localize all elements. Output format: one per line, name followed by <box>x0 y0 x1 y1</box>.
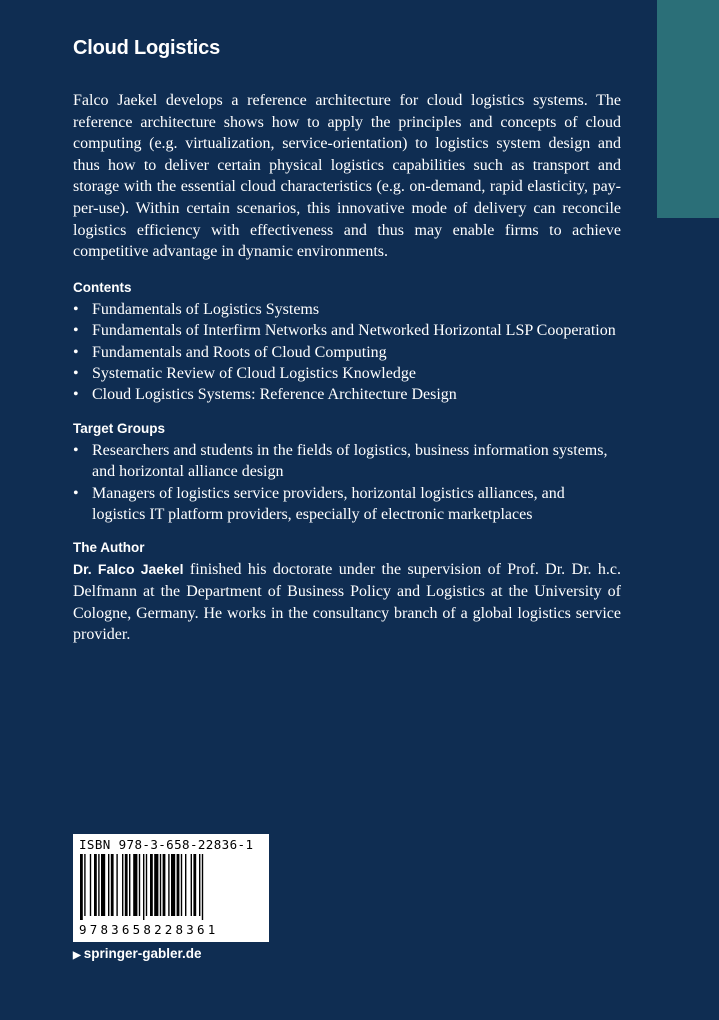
target-groups-list <box>73 440 621 526</box>
isbn-barcode <box>73 834 269 942</box>
barcode-bar <box>193 854 196 916</box>
barcode-bar <box>171 854 175 916</box>
bullet-icon: • <box>73 364 79 382</box>
list-item: • Systematic Review of Cloud Logistics Knowledge <box>73 363 621 384</box>
isbn-label: ISBN 978-3-658-22836-1 <box>79 837 254 852</box>
bullet-icon: • <box>73 300 79 318</box>
bullet-icon: • <box>73 484 79 502</box>
author-bio <box>73 559 621 645</box>
contents-section <box>73 279 621 406</box>
description: Falco Jaekel develops a reference architecture for cloud logistics systems. The reference architecture shows how to apply the principles and concepts of cloud computing (e.g. virtualization, service-orientation) to logistics system design and thus how to deliver certain physical logistics capabilities such as transport and storage with the essential cloud characteristics (e.g. on-demand, rapid elasticity, pay-per-use). Within certain scenarios, this innovative mode of delivery can reconcile logistics efficiency with effectiveness and thus may enable firms to achieve competitive advantage in dynamic environments. <box>73 92 621 261</box>
author-heading: The Author <box>73 540 145 556</box>
publisher-url: springer-gabler.de <box>83 946 202 961</box>
list-item: • Cloud Logistics Systems: Reference Architecture Design <box>73 384 621 405</box>
list-item: • Managers of logistics service providers, horizontal logistics alliances, and logistics IT platform providers, especially of electronic marketplaces <box>73 484 565 523</box>
barcode-bar <box>163 854 166 916</box>
publisher-link[interactable] <box>73 946 202 961</box>
barcode-icon <box>78 854 264 922</box>
bullet-icon: • <box>73 386 79 404</box>
barcode-bar <box>143 854 144 920</box>
barcode-bar <box>133 854 137 916</box>
bullet-icon: • <box>73 441 79 459</box>
back-cover-content <box>73 36 621 646</box>
barcode-bar <box>177 854 180 916</box>
barcode-bar <box>80 854 83 920</box>
barcode-bar <box>90 854 91 916</box>
contents-heading: Contents <box>73 279 132 295</box>
list-item: • Fundamentals and Roots of Cloud Computing <box>73 342 621 363</box>
barcode-bar <box>150 854 153 916</box>
author-name: Dr. Falco Jaekel <box>73 561 184 578</box>
barcode-bar <box>122 854 123 916</box>
barcode-bar <box>199 854 200 916</box>
barcode-bar <box>146 854 147 916</box>
list-item: • Fundamentals of Logistics Systems <box>73 299 621 320</box>
color-tab <box>657 0 719 218</box>
bullet-icon: • <box>73 343 79 361</box>
barcode-bar <box>191 854 192 916</box>
book-title: Cloud Logistics <box>73 37 221 59</box>
list-item: • Researchers and students in the fields of logistics, business information systems, and horizontal alliance design <box>73 441 608 481</box>
barcode-bar <box>84 854 85 916</box>
contents-list <box>73 299 621 406</box>
barcode-bar <box>101 854 105 916</box>
barcode-bar <box>94 854 97 916</box>
barcode-bar <box>185 854 186 916</box>
barcode-bar <box>160 854 161 916</box>
barcode-bar <box>125 854 128 916</box>
barcode-bar <box>98 854 99 916</box>
barcode-bar <box>111 854 114 916</box>
barcode-bar <box>181 854 182 916</box>
target-groups-heading: Target Groups <box>73 420 166 436</box>
barcode-bar <box>108 854 109 916</box>
target-groups-section <box>73 420 621 526</box>
bullet-icon: • <box>73 322 79 340</box>
barcode-bar <box>139 854 140 916</box>
ean-digits: 9783658228361 <box>79 922 219 937</box>
barcode-bar <box>168 854 169 916</box>
barcode-bar <box>202 854 203 920</box>
author-bio-text: finished his doctorate under the supervision of Prof. Dr. Dr. h.c. Delfmann at the Department of Business Policy and Logistics at the University of Cologne, Germany. He works in the consultancy branch of a global logistics service provider. <box>73 561 621 644</box>
barcode-bar <box>129 854 130 916</box>
barcode-bar <box>116 854 117 916</box>
list-item: • Fundamentals of Interfirm Networks and Networked Horizontal LSP Cooperation <box>73 320 621 341</box>
arrow-right-icon: ▶ <box>73 950 81 961</box>
barcode-bar <box>154 854 158 916</box>
author-section <box>73 539 621 645</box>
